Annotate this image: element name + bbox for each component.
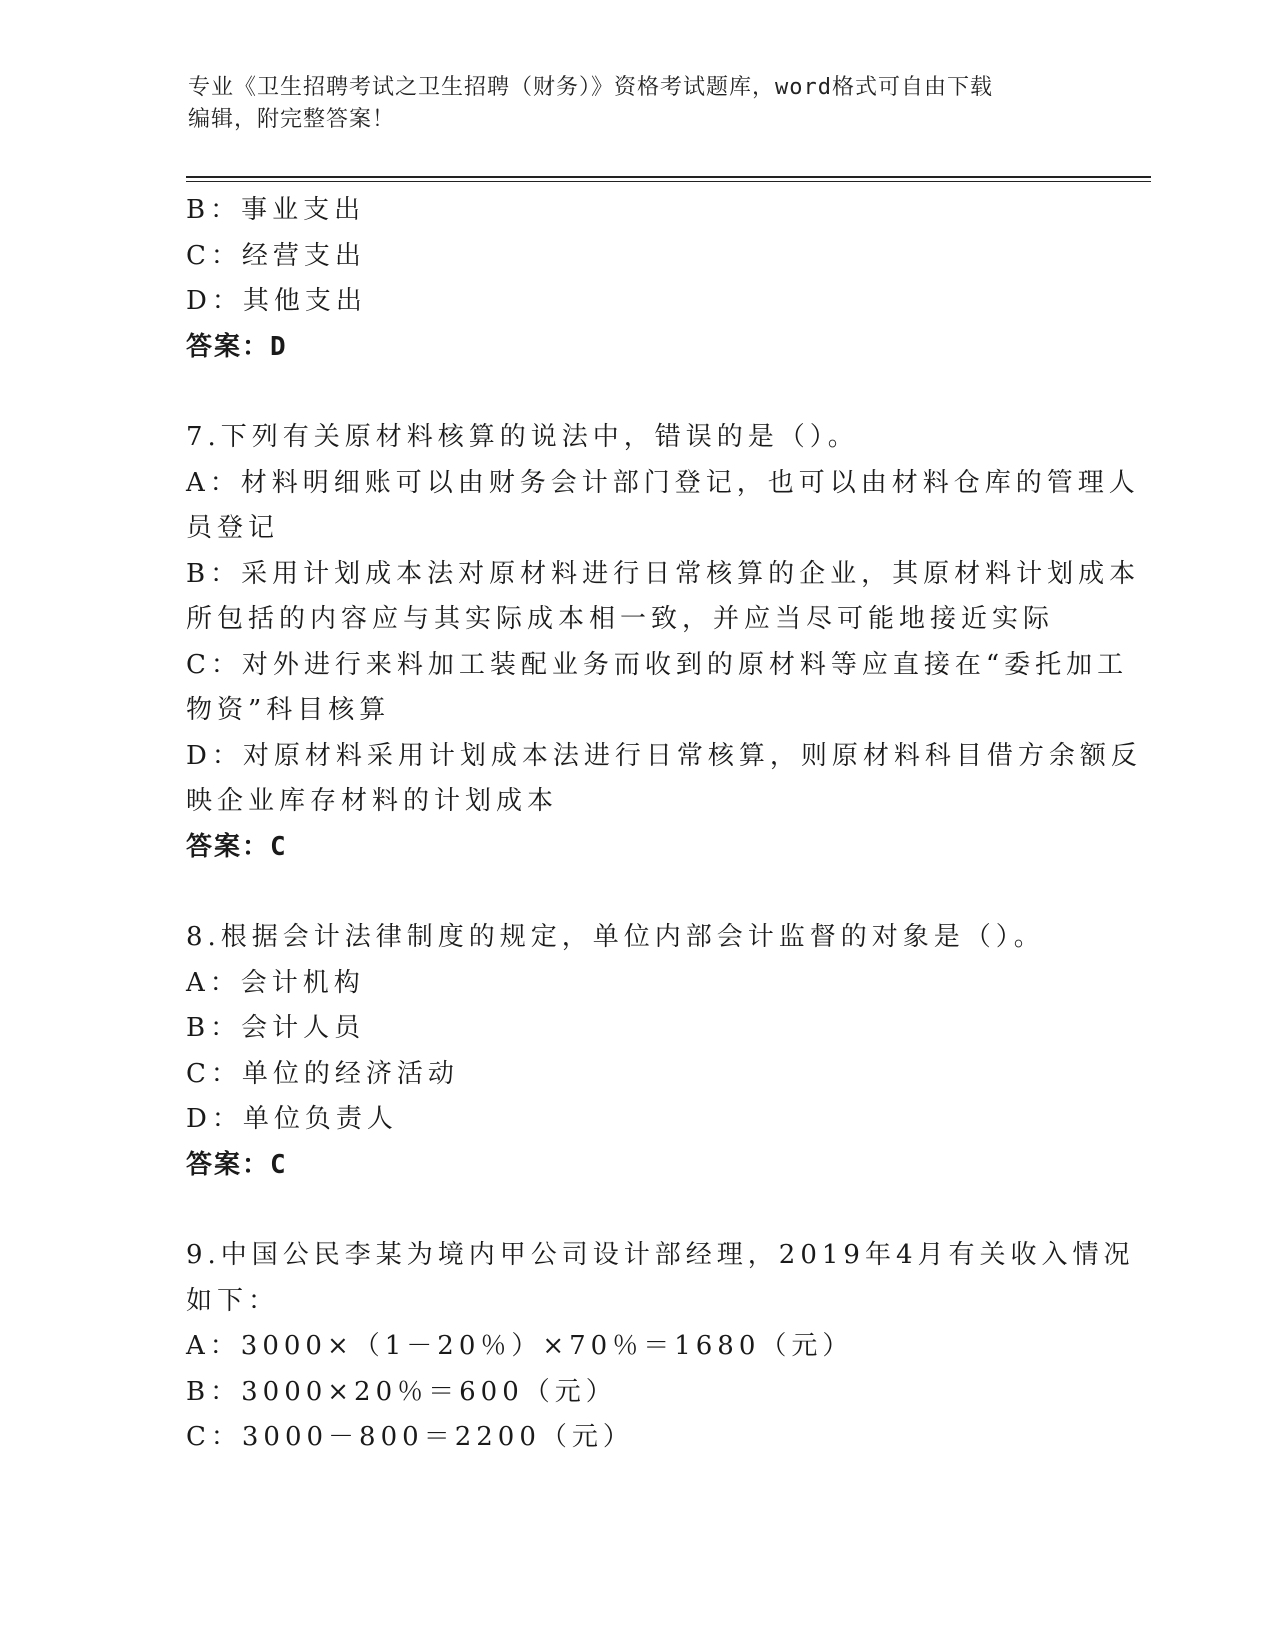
option-a-line-1: A：材料明细账可以由财务会计部门登记，也可以由材料仓库的管理人: [186, 467, 1140, 498]
answer-line: 答案：C: [186, 831, 288, 862]
question-stem: 7.下列有关原材料核算的说法中，错误的是（）。: [186, 422, 859, 452]
question-9: [186, 1233, 1135, 1461]
option-d-line-2: 映企业库存材料的计划成本: [186, 786, 559, 816]
question-stem: 8.根据会计法律制度的规定，单位内部会计监督的对象是（）。: [186, 922, 1045, 952]
header-divider-thin: [186, 181, 1151, 182]
option-a-line-2: 员登记: [186, 513, 280, 543]
header-divider-thick: [186, 176, 1151, 178]
option-a: A：3000×（1－20％）×70％＝1680（元）: [186, 1331, 854, 1361]
answer-line: 答案：D: [186, 331, 288, 362]
answer-line: 答案：C: [186, 1149, 288, 1180]
previous-question-tail: [186, 188, 1076, 370]
question-stem-line-1: 9.中国公民李某为境内甲公司设计部经理，2019年4月有关收入情况: [186, 1240, 1135, 1270]
option-c: C：3000－800＝2200（元）: [186, 1422, 634, 1452]
option-d-line-1: D：对原材料采用计划成本法进行日常核算，则原材料科目借方余额反: [186, 740, 1142, 771]
option-b: B：事业支出: [186, 195, 366, 225]
option-c: C：单位的经济活动: [186, 1058, 459, 1089]
question-7: [186, 415, 1142, 870]
option-c: C：经营支出: [186, 240, 366, 271]
header-line-1: 专业《卫生招聘考试之卫生招聘（财务）》资格考试题库，word格式可自由下载: [188, 75, 993, 100]
spacer: [186, 870, 1076, 915]
question-8: [186, 915, 1076, 1188]
question-stem-line-2: 如下：: [186, 1285, 280, 1316]
option-a: A：会计机构: [186, 967, 365, 998]
option-b-line-2: 所包括的内容应与其实际成本相一致，并应当尽可能地接近实际: [186, 604, 1055, 634]
spacer: [186, 1188, 1076, 1233]
header-line-2: 编辑，附完整答案！: [188, 107, 396, 132]
option-b: B：3000×20％＝600（元）: [186, 1376, 617, 1407]
option-b: B：会计人员: [186, 1013, 366, 1043]
option-c-line-2: 物资”科目核算: [186, 695, 391, 725]
document-header: [188, 72, 1088, 136]
option-c-line-1: C：对外进行来料加工装配业务而收到的原材料等应直接在“委托加工: [186, 649, 1129, 680]
option-d: D：单位负责人: [186, 1104, 398, 1134]
question-content: [186, 188, 1142, 1461]
option-b-line-1: B：采用计划成本法对原材料进行日常核算的企业，其原材料计划成本: [186, 558, 1141, 589]
spacer: [186, 370, 1076, 415]
option-d: D：其他支出: [186, 286, 367, 316]
